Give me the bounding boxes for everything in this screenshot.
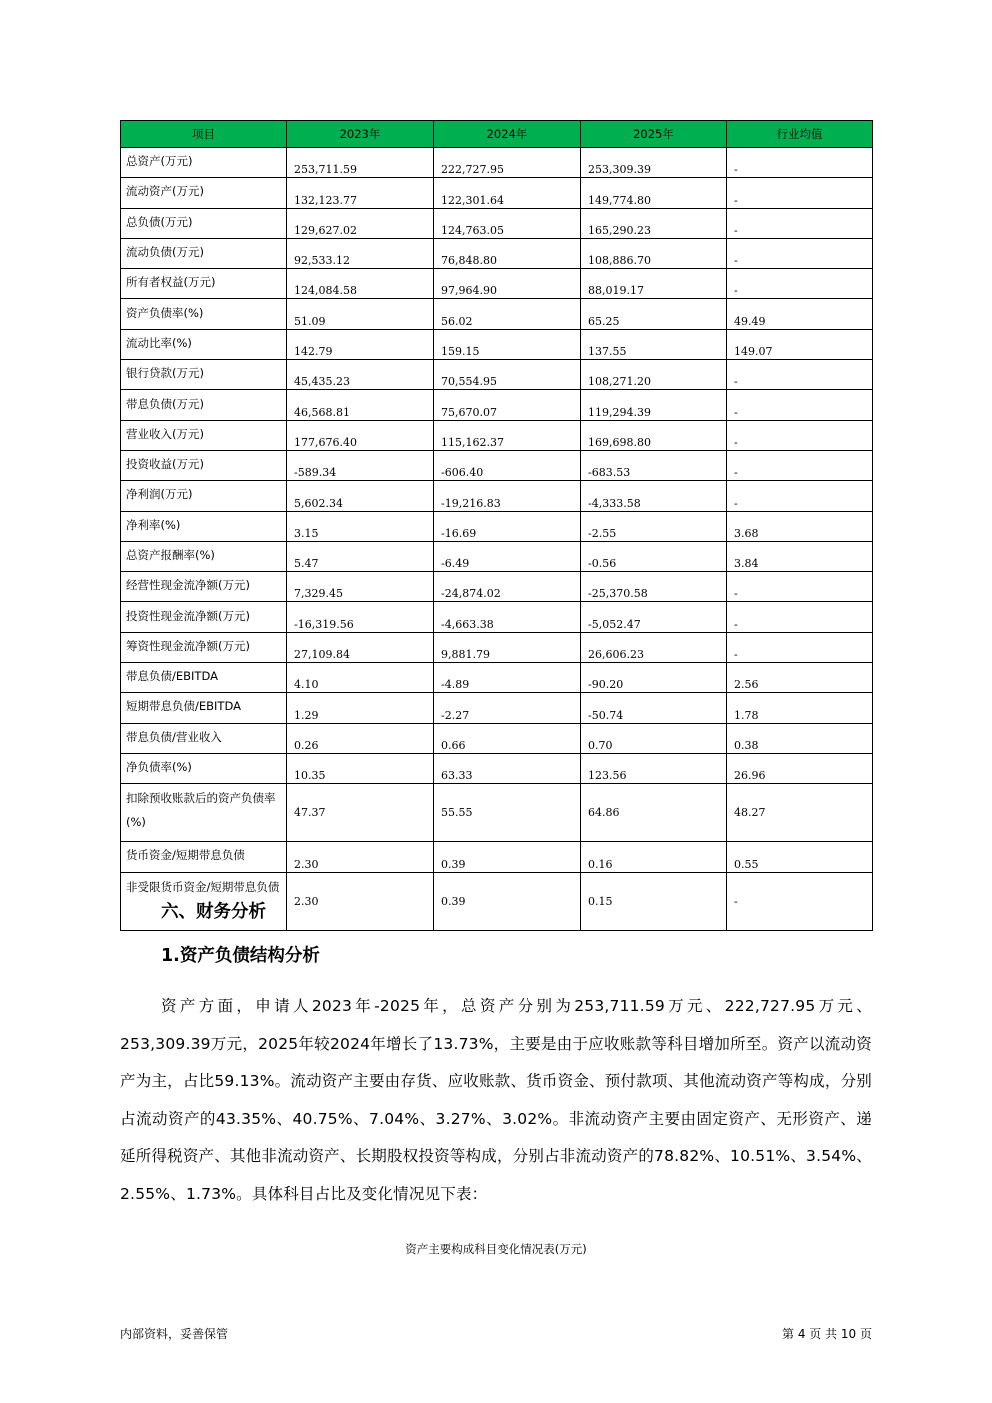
row-label: 货币资金/短期带息负债 bbox=[121, 842, 287, 872]
cell-value: 122,301.64 bbox=[434, 178, 581, 208]
table-row bbox=[121, 723, 873, 753]
cell-value: 10.35 bbox=[287, 753, 434, 783]
table-row bbox=[121, 663, 873, 693]
cell-value: 88,019.17 bbox=[581, 269, 727, 299]
cell-value: - bbox=[727, 602, 873, 632]
cell-value: 26,606.23 bbox=[581, 632, 727, 662]
cell-value: 0.66 bbox=[434, 723, 581, 753]
cell-value: 51.09 bbox=[287, 299, 434, 329]
cell-value: - bbox=[727, 269, 873, 299]
cell-value: 92,533.12 bbox=[287, 238, 434, 268]
table-row bbox=[121, 693, 873, 723]
cell-value: 1.78 bbox=[727, 693, 873, 723]
table-row bbox=[121, 842, 873, 872]
cell-value: 142.79 bbox=[287, 329, 434, 359]
cell-value: 48.27 bbox=[727, 784, 873, 842]
cell-value: 108,886.70 bbox=[581, 238, 727, 268]
row-label: 投资性现金流净额(万元) bbox=[121, 602, 287, 632]
cell-value: -4,663.38 bbox=[434, 602, 581, 632]
table-row bbox=[121, 178, 873, 208]
table-body bbox=[121, 148, 873, 931]
table-row bbox=[121, 541, 873, 571]
row-label: 净利润(万元) bbox=[121, 481, 287, 511]
cell-value: 124,763.05 bbox=[434, 208, 581, 238]
cell-value: 47.37 bbox=[287, 784, 434, 842]
cell-value: 27,109.84 bbox=[287, 632, 434, 662]
row-label: 流动资产(万元) bbox=[121, 178, 287, 208]
table-row bbox=[121, 602, 873, 632]
cell-value: 2.30 bbox=[287, 872, 434, 930]
cell-value: 5,602.34 bbox=[287, 481, 434, 511]
cell-value: 119,294.39 bbox=[581, 390, 727, 420]
cell-value: 129,627.02 bbox=[287, 208, 434, 238]
cell-value: - bbox=[727, 238, 873, 268]
cell-value: 169,698.80 bbox=[581, 420, 727, 450]
cell-value: 115,162.37 bbox=[434, 420, 581, 450]
table-row bbox=[121, 632, 873, 662]
header-2025: 2025年 bbox=[581, 121, 727, 148]
cell-value: 132,123.77 bbox=[287, 178, 434, 208]
row-label: 流动比率(%) bbox=[121, 329, 287, 359]
row-label: 扣除预收账款后的资产负债率(%) bbox=[121, 784, 287, 842]
footer-confidential-note: 内部资料，妥善保管 bbox=[120, 1327, 229, 1341]
cell-value: -50.74 bbox=[581, 693, 727, 723]
cell-value: 123.56 bbox=[581, 753, 727, 783]
cell-value: 3.84 bbox=[727, 541, 873, 571]
cell-value: 76,848.80 bbox=[434, 238, 581, 268]
cell-value: 0.38 bbox=[727, 723, 873, 753]
table-row bbox=[121, 329, 873, 359]
cell-value: - bbox=[727, 632, 873, 662]
cell-value: - bbox=[727, 360, 873, 390]
cell-value: 1.29 bbox=[287, 693, 434, 723]
cell-value: -19,216.83 bbox=[434, 481, 581, 511]
cell-value: 137.55 bbox=[581, 329, 727, 359]
cell-value: - bbox=[727, 420, 873, 450]
cell-value: 46,568.81 bbox=[287, 390, 434, 420]
table-row bbox=[121, 360, 873, 390]
cell-value: -5,052.47 bbox=[581, 602, 727, 632]
row-label: 总资产(万元) bbox=[121, 148, 287, 178]
cell-value: -16,319.56 bbox=[287, 602, 434, 632]
cell-value: -25,370.58 bbox=[581, 572, 727, 602]
row-label: 资产负债率(%) bbox=[121, 299, 287, 329]
section-heading: 六、财务分析 bbox=[161, 902, 266, 922]
cell-value: 0.55 bbox=[727, 842, 873, 872]
cell-value: - bbox=[727, 208, 873, 238]
row-label: 总资产报酬率(%) bbox=[121, 541, 287, 571]
cell-value: 108,271.20 bbox=[581, 360, 727, 390]
cell-value: 149,774.80 bbox=[581, 178, 727, 208]
table-row bbox=[121, 784, 873, 842]
table-row bbox=[121, 450, 873, 480]
header-2023: 2023年 bbox=[287, 121, 434, 148]
cell-value: 2.30 bbox=[287, 842, 434, 872]
header-industry-avg: 行业均值 bbox=[727, 121, 873, 148]
cell-value: -2.55 bbox=[581, 511, 727, 541]
cell-value: 56.02 bbox=[434, 299, 581, 329]
cell-value: 75,670.07 bbox=[434, 390, 581, 420]
row-label: 带息负债/营业收入 bbox=[121, 723, 287, 753]
cell-value: 222,727.95 bbox=[434, 148, 581, 178]
row-label: 带息负债/EBITDA bbox=[121, 663, 287, 693]
row-label: 带息负债(万元) bbox=[121, 390, 287, 420]
cell-value: -606.40 bbox=[434, 450, 581, 480]
cell-value: 0.39 bbox=[434, 842, 581, 872]
cell-value: -24,874.02 bbox=[434, 572, 581, 602]
cell-value: 97,964.90 bbox=[434, 269, 581, 299]
cell-value: -589.34 bbox=[287, 450, 434, 480]
cell-value: 9,881.79 bbox=[434, 632, 581, 662]
cell-value: -4.89 bbox=[434, 663, 581, 693]
cell-value: 0.15 bbox=[581, 872, 727, 930]
cell-value: - bbox=[727, 872, 873, 930]
cell-value: 64.86 bbox=[581, 784, 727, 842]
analysis-paragraph: 资产方面，申请人2023年-2025年，总资产分别为253,711.59万元、222,727.95万元、253,309.39万元，2025年较2024年增长了13.73%，主要是由于应收账款等科目增加所至。资产以流动资产为主，占比59.13%。流动资产主要由存货、应收账款、货币资金、预付款项、其他流动资产等构成，分别占流动资产的43.35%、40.75%、7.04%、3.27%、3.02%。非流动资产主要由固定资产、无形资产、递延所得税资产、其他非流动资产、长期股权投资等构成，分别占非流动资产的78.82%、10.51%、3.54%、2.55%、1.73%。具体科目占比及变化情况见下表： bbox=[120, 997, 872, 1203]
cell-value: - bbox=[727, 178, 873, 208]
cell-value: 49.49 bbox=[727, 299, 873, 329]
cell-value: 124,084.58 bbox=[287, 269, 434, 299]
cell-value: 149.07 bbox=[727, 329, 873, 359]
cell-value: 253,309.39 bbox=[581, 148, 727, 178]
row-label: 净利率(%) bbox=[121, 511, 287, 541]
cell-value: 253,711.59 bbox=[287, 148, 434, 178]
row-label: 投资收益(万元) bbox=[121, 450, 287, 480]
cell-value: 55.55 bbox=[434, 784, 581, 842]
subsection-heading: 1.资产负债结构分析 bbox=[161, 946, 320, 966]
table-row bbox=[121, 148, 873, 178]
cell-value: 63.33 bbox=[434, 753, 581, 783]
cell-value: 0.70 bbox=[581, 723, 727, 753]
cell-value: -90.20 bbox=[581, 663, 727, 693]
cell-value: -4,333.58 bbox=[581, 481, 727, 511]
cell-value: 177,676.40 bbox=[287, 420, 434, 450]
cell-value: - bbox=[727, 450, 873, 480]
table-row bbox=[121, 753, 873, 783]
row-label: 净负债率(%) bbox=[121, 753, 287, 783]
cell-value: -6.49 bbox=[434, 541, 581, 571]
cell-value: -683.53 bbox=[581, 450, 727, 480]
cell-value: 165,290.23 bbox=[581, 208, 727, 238]
table-row bbox=[121, 208, 873, 238]
table-row bbox=[121, 420, 873, 450]
cell-value: 4.10 bbox=[287, 663, 434, 693]
header-2024: 2024年 bbox=[434, 121, 581, 148]
cell-value: 7,329.45 bbox=[287, 572, 434, 602]
row-label: 非受限货币资金/短期带息负债 bbox=[121, 872, 287, 930]
cell-value: - bbox=[727, 572, 873, 602]
row-label: 流动负债(万元) bbox=[121, 238, 287, 268]
table-row bbox=[121, 511, 873, 541]
cell-value: -16.69 bbox=[434, 511, 581, 541]
cell-value: 0.16 bbox=[581, 842, 727, 872]
cell-value: 0.26 bbox=[287, 723, 434, 753]
cell-value: 2.56 bbox=[727, 663, 873, 693]
footer-page-number: 第 4 页 共 10 页 bbox=[782, 1327, 872, 1341]
cell-value: 5.47 bbox=[287, 541, 434, 571]
row-label: 经营性现金流净额(万元) bbox=[121, 572, 287, 602]
table-row bbox=[121, 299, 873, 329]
cell-value: 45,435.23 bbox=[287, 360, 434, 390]
table-row bbox=[121, 572, 873, 602]
cell-value: - bbox=[727, 148, 873, 178]
cell-value: 65.25 bbox=[581, 299, 727, 329]
cell-value: 0.39 bbox=[434, 872, 581, 930]
table-row bbox=[121, 238, 873, 268]
row-label: 银行贷款(万元) bbox=[121, 360, 287, 390]
row-label: 总负债(万元) bbox=[121, 208, 287, 238]
row-label: 短期带息负债/EBITDA bbox=[121, 693, 287, 723]
row-label: 所有者权益(万元) bbox=[121, 269, 287, 299]
table-header-row bbox=[121, 121, 873, 148]
table-row bbox=[121, 481, 873, 511]
cell-value: - bbox=[727, 481, 873, 511]
cell-value: 3.15 bbox=[287, 511, 434, 541]
header-item: 项目 bbox=[121, 121, 287, 148]
table-caption: 资产主要构成科目变化情况表(万元) bbox=[405, 1242, 587, 1256]
cell-value: 3.68 bbox=[727, 511, 873, 541]
table-row bbox=[121, 269, 873, 299]
cell-value: 26.96 bbox=[727, 753, 873, 783]
row-label: 筹资性现金流净额(万元) bbox=[121, 632, 287, 662]
cell-value: -0.56 bbox=[581, 541, 727, 571]
cell-value: -2.27 bbox=[434, 693, 581, 723]
table-row bbox=[121, 390, 873, 420]
cell-value: 159.15 bbox=[434, 329, 581, 359]
row-label: 营业收入(万元) bbox=[121, 420, 287, 450]
financial-indicators-table bbox=[120, 120, 873, 931]
cell-value: - bbox=[727, 390, 873, 420]
cell-value: 70,554.95 bbox=[434, 360, 581, 390]
